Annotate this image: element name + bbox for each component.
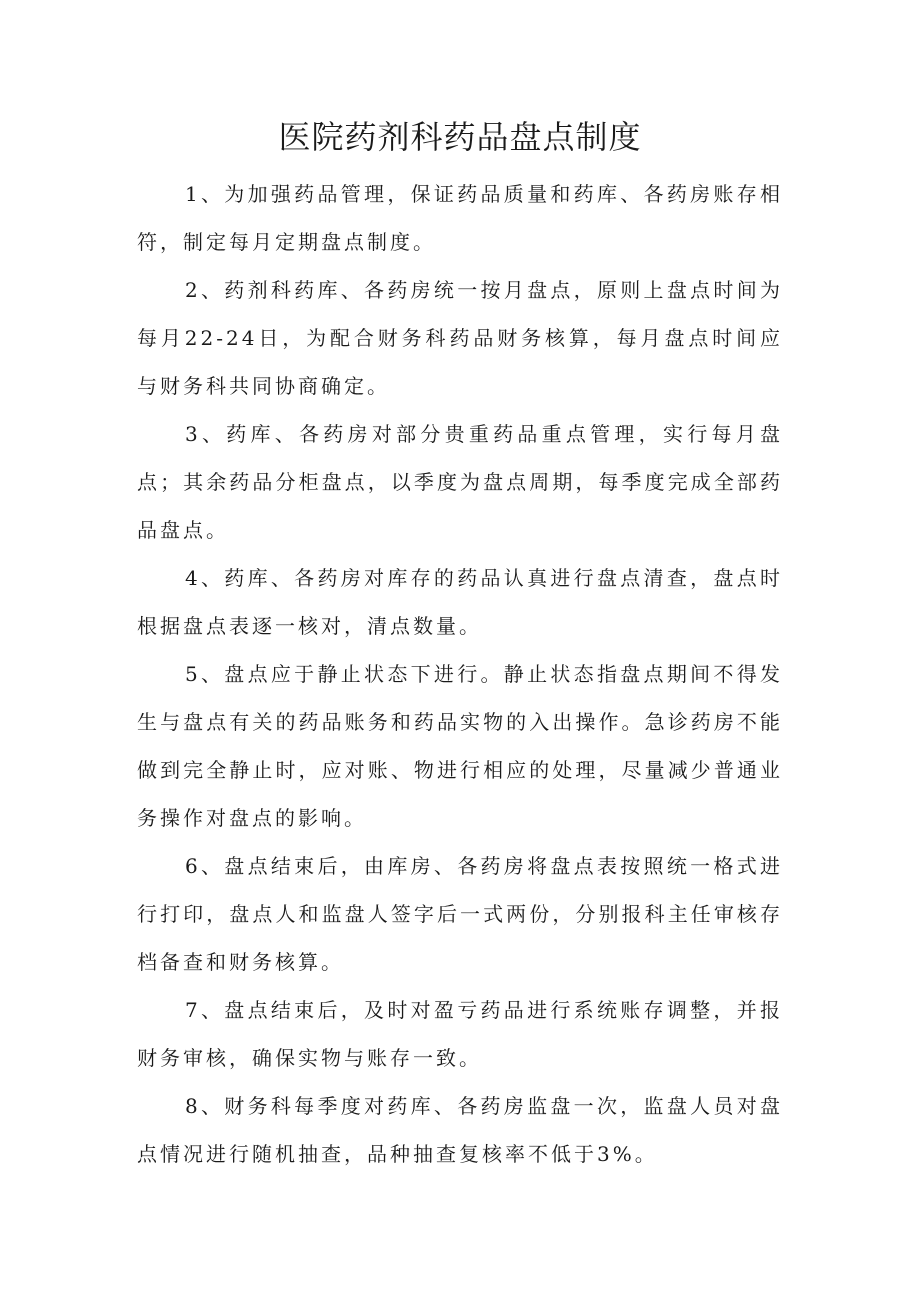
document-body xyxy=(137,170,783,1178)
paragraph-1: 1、为加强药品管理，保证药品质量和药库、各药房账存相符，制定每月定期盘点制度。 xyxy=(137,182,783,254)
page-title: 医院药剂科药品盘点制度 xyxy=(278,118,642,156)
paragraph-5: 5、盘点应于静止状态下进行。静止状态指盘点期间不得发生与盘点有关的药品账务和药品实物的入出操作。急诊药房不能做到完全静止时，应对账、物进行相应的处理，尽量减少普通业务操作对盘点的影响。 xyxy=(137,662,783,830)
paragraph-7: 7、盘点结束后，及时对盈亏药品进行系统账存调整，并报财务审核，确保实物与账存一致。 xyxy=(137,998,783,1070)
paragraph-2: 2、药剂科药库、各药房统一按月盘点，原则上盘点时间为每月22-24日，为配合财务科药品财务核算，每月盘点时间应与财务科共同协商确定。 xyxy=(137,278,783,398)
paragraph-8: 8、财务科每季度对药库、各药房监盘一次，监盘人员对盘点情况进行随机抽查，品种抽查复核率不低于3%。 xyxy=(137,1094,783,1166)
paragraph-4: 4、药库、各药房对库存的药品认真进行盘点清查，盘点时根据盘点表逐一核对，清点数量。 xyxy=(137,566,783,638)
paragraph-3: 3、药库、各药房对部分贵重药品重点管理，实行每月盘点；其余药品分柜盘点，以季度为盘点周期，每季度完成全部药品盘点。 xyxy=(137,422,783,542)
paragraph-6: 6、盘点结束后，由库房、各药房将盘点表按照统一格式进行打印，盘点人和监盘人签字后一式两份，分别报科主任审核存档备查和财务核算。 xyxy=(137,854,783,974)
